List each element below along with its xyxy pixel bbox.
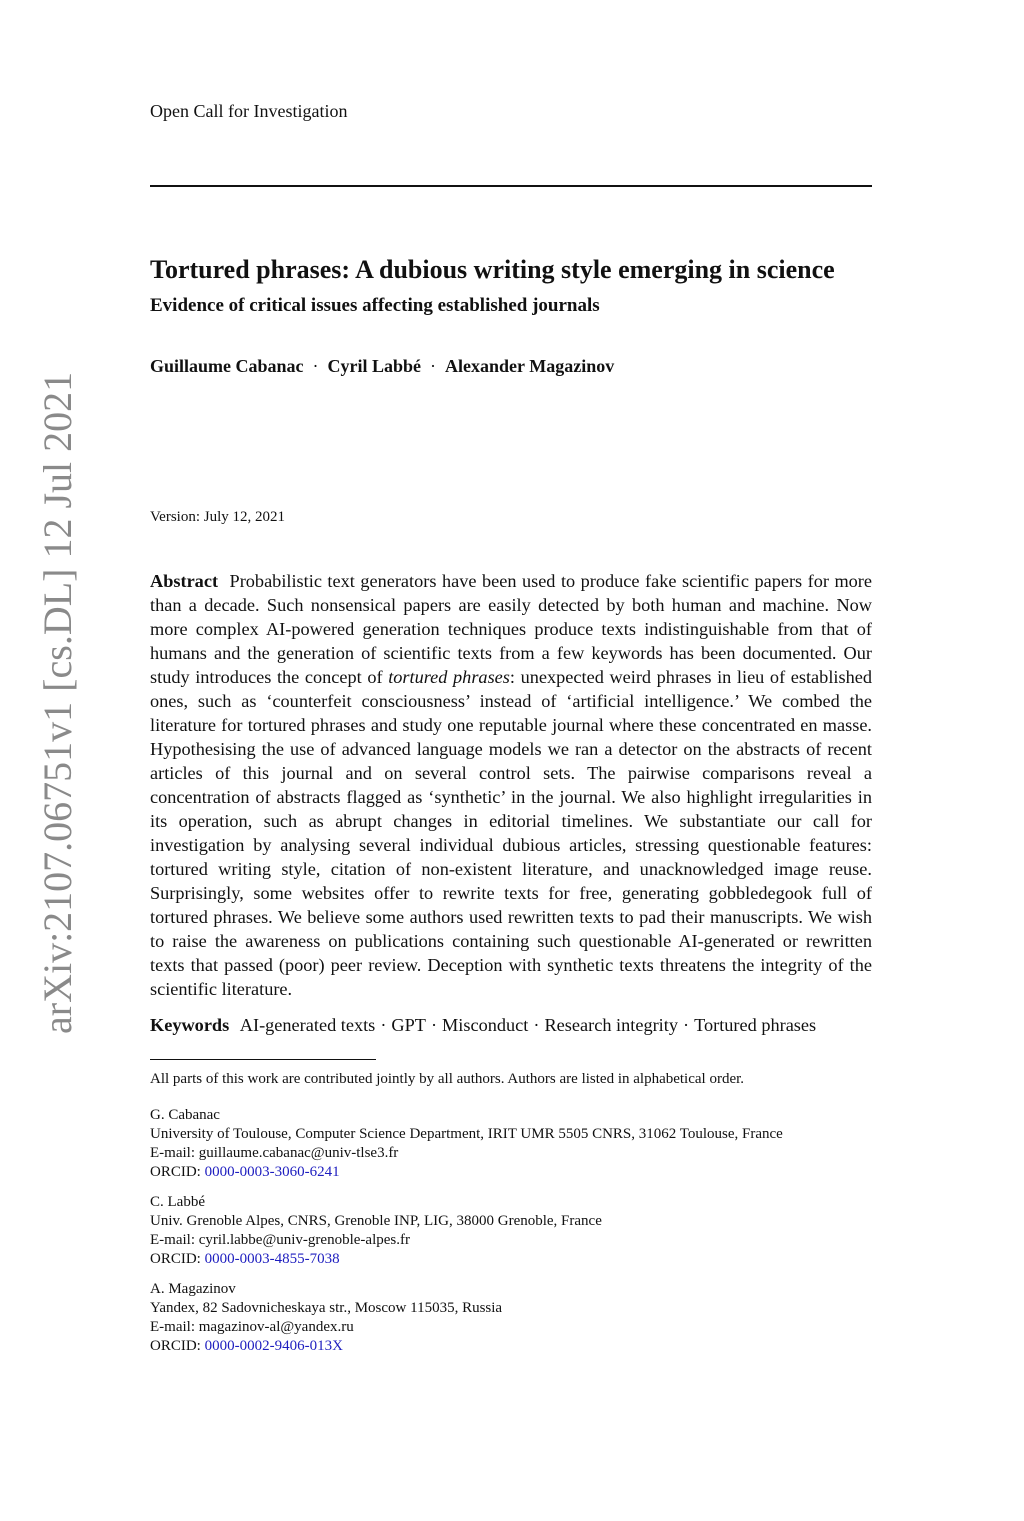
running-head: Open Call for Investigation <box>150 101 348 121</box>
affiliation-institution: University of Toulouse, Computer Science Department, IRIT UMR 5505 CNRS, 31062 Toulouse, France <box>150 1126 783 1142</box>
affiliation-name: C. Labbé <box>150 1194 205 1210</box>
affiliation-block <box>150 1106 890 1182</box>
arxiv-identifier: arXiv:2107.06751v1 [cs.DL] 12 Jul 2021 <box>35 371 80 1034</box>
affiliation-orcid <box>150 1337 890 1356</box>
keyword-separator: · <box>682 1015 690 1035</box>
keyword: Misconduct <box>442 1015 529 1035</box>
orcid-link[interactable]: 0000-0003-3060-6241 <box>204 1164 340 1180</box>
orcid-link[interactable]: 0000-0003-4855-7038 <box>204 1251 340 1267</box>
affiliation-email: E-mail: guillaume.cabanac@univ-tlse3.fr <box>150 1145 399 1161</box>
contribution-footnote: All parts of this work are contributed jointly by all authors. Authors are listed in alphabetical order. <box>150 1071 745 1087</box>
affiliation-orcid <box>150 1250 890 1269</box>
keywords-label: Keywords <box>150 1015 230 1035</box>
affiliation-email: E-mail: magazinov-al@yandex.ru <box>150 1319 354 1335</box>
abstract-text-part: Probabilistic text generators have been used to produce fake scientific papers for more than a decade. Such nonsensical papers are easily detected by both human and machine. Now more complex AI-powered generation techniques produce texts indistinguishable from that of humans and the generation of scientific texts from a few keywords has been documented. Our study introduces the concept of <box>150 571 873 687</box>
orcid-link[interactable]: 0000-0002-9406-013X <box>204 1338 343 1354</box>
affiliation-orcid <box>150 1163 890 1182</box>
author-separator: · <box>430 356 437 376</box>
keyword: Research integrity <box>544 1015 678 1035</box>
keyword: GPT <box>391 1015 426 1035</box>
orcid-label: ORCID: <box>150 1251 205 1267</box>
version-line: Version: July 12, 2021 <box>150 509 285 525</box>
affiliation-institution: Yandex, 82 Sadovnicheskaya str., Moscow 115035, Russia <box>150 1300 503 1316</box>
orcid-label: ORCID: <box>150 1338 205 1354</box>
orcid-label: ORCID: <box>150 1164 205 1180</box>
author-name: Alexander Magazinov <box>445 356 615 376</box>
affiliation-block <box>150 1193 890 1269</box>
paper-subtitle: Evidence of critical issues affecting established journals <box>150 295 600 316</box>
affiliation-institution: Univ. Grenoble Alpes, CNRS, Grenoble INP, LIG, 38000 Grenoble, France <box>150 1213 602 1229</box>
keyword-separator: · <box>533 1015 540 1035</box>
keyword-separator: · <box>430 1015 438 1035</box>
author-name: Cyril Labbé <box>327 356 422 376</box>
abstract <box>150 569 872 1001</box>
keywords <box>150 1013 890 1037</box>
author-separator: · <box>312 356 319 376</box>
affiliation-block <box>150 1280 890 1356</box>
abstract-italic-term: tortured phrases <box>388 667 510 687</box>
arxiv-side-stamp <box>35 330 80 1036</box>
affiliation-email: E-mail: cyril.labbe@univ-grenoble-alpes.fr <box>150 1232 410 1248</box>
abstract-label: Abstract <box>150 571 219 591</box>
keyword: Tortured phrases <box>694 1015 817 1035</box>
affiliation-name: A. Magazinov <box>150 1281 236 1297</box>
author-list <box>150 354 614 378</box>
footnote-rule <box>150 1059 376 1060</box>
author-name: Guillaume Cabanac <box>150 356 304 376</box>
keyword-separator: · <box>380 1015 387 1035</box>
header-rule <box>150 185 872 187</box>
keyword: AI-generated texts <box>239 1015 376 1035</box>
affiliation-name: G. Cabanac <box>150 1107 220 1123</box>
paper-title: Tortured phrases: A dubious writing style emerging in science <box>150 255 835 284</box>
abstract-text-part: : unexpected weird phrases in lieu of established ones, such as ‘counterfeit consciousness’ instead of ‘artificial intelligence.’ We combed the literature for tortured phrases and study one reputable journal where these concentrated en masse. Hypothesising the use of advanced language models we ran a detector on the abstracts of recent articles of this journal and on several control sets. The pairwise comparisons reveal a concentration of abstracts flagged as ‘synthetic’ in the journal. We also highlight irregularities in its operation, such as abrupt changes in editorial timelines. We substantiate our call for investigation by analysing several individual dubious articles, stressing questionable features: tortured writing style, citation of non-existent literature, and unacknowledged image reuse. Surprisingly, some websites offer to rewrite texts for free, generating gobbledegook full of tortured phrases. We believe some authors used rewritten texts to pad their manuscripts. We wish to raise the awareness on publications containing such questionable AI-generated or rewritten texts that passed (poor) peer review. Deception with synthetic texts threatens the integrity of the scientific literature. <box>150 667 872 999</box>
